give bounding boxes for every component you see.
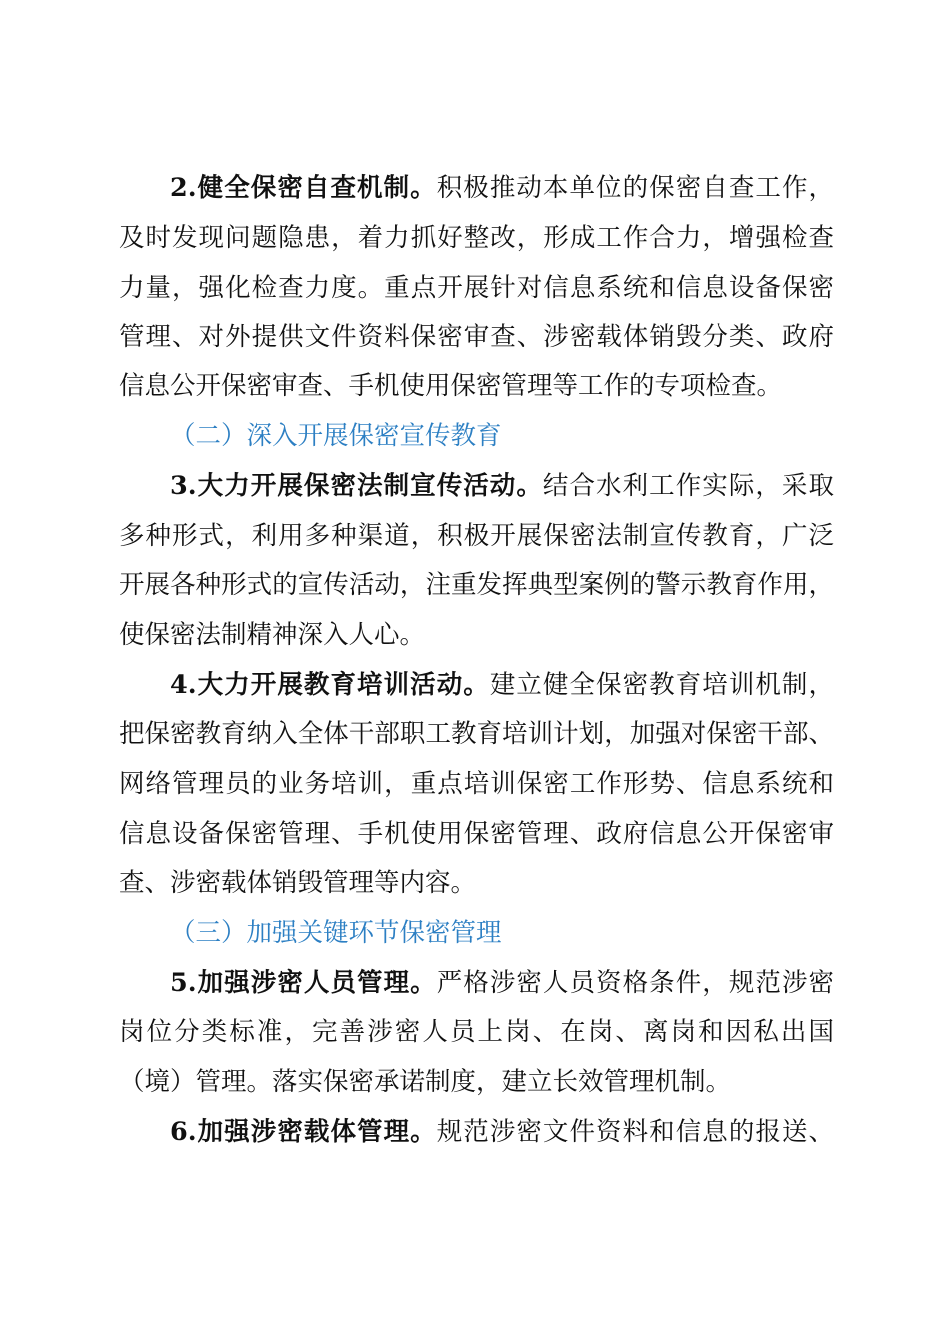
paragraph-4-line-2: 把保密教育纳入全体干部职工教育培训计划，加强对保密干部、 [119, 719, 834, 749]
paragraph-2-line-2: 及时发现问题隐患，着力抓好整改，形成工作合力，增强检查 [119, 223, 834, 253]
paragraph-3-line-1: 3.大力开展保密法制宣传活动。结合水利工作实际，采取 [170, 471, 834, 501]
paragraph-5-lead: 5.加强涉密人员管理。 [170, 968, 437, 998]
paragraph-3-line-3: 开展各种形式的宣传活动，注重发挥典型案例的警示教育作用， [119, 570, 834, 600]
paragraph-2-lead: 2.健全保密自查机制。 [170, 173, 437, 203]
paragraph-2-line-4: 管理、对外提供文件资料保密审查、涉密载体销毁分类、政府 [119, 322, 834, 352]
paragraph-4-line-4: 信息设备保密管理、手机使用保密管理、政府信息公开保密审 [119, 819, 834, 849]
paragraph-2-line-5: 信息公开保密审查、手机使用保密管理等工作的专项检查。 [119, 371, 783, 401]
paragraph-4-line-1: 4.大力开展教育培训活动。建立健全保密教育培训机制， [170, 670, 834, 700]
paragraph-5-line-1: 5.加强涉密人员管理。严格涉密人员资格条件，规范涉密 [170, 968, 834, 998]
paragraph-4-line-3: 网络管理员的业务培训，重点培训保密工作形势、信息系统和 [119, 769, 834, 799]
paragraph-6-line-1: 6.加强涉密载体管理。规范涉密文件资料和信息的报送、 [170, 1117, 834, 1147]
paragraph-3-line-2: 多种形式，利用多种渠道，积极开展保密法制宣传教育，广泛 [119, 521, 834, 551]
paragraph-4-lead: 4.大力开展教育培训活动。 [170, 670, 490, 700]
section-heading-3: （三）加强关键环节保密管理 [170, 918, 502, 948]
paragraph-2-line-1: 2.健全保密自查机制。积极推动本单位的保密自查工作， [170, 173, 834, 203]
paragraph-5-line-3: （境）管理。落实保密承诺制度，建立长效管理机制。 [119, 1067, 732, 1097]
paragraph-3-lead: 3.大力开展保密法制宣传活动。 [170, 471, 543, 501]
section-heading-2: （二）深入开展保密宣传教育 [170, 421, 502, 451]
paragraph-6-lead: 6.加强涉密载体管理。 [170, 1117, 437, 1147]
paragraph-4-line-5: 查、涉密载体销毁管理等内容。 [119, 868, 477, 898]
paragraph-5-line-2: 岗位分类标准，完善涉密人员上岗、在岗、离岗和因私出国 [119, 1017, 834, 1047]
paragraph-3-line-4: 使保密法制精神深入人心。 [119, 620, 426, 650]
paragraph-2-line-3: 力量，强化检查力度。重点开展针对信息系统和信息设备保密 [119, 273, 834, 303]
